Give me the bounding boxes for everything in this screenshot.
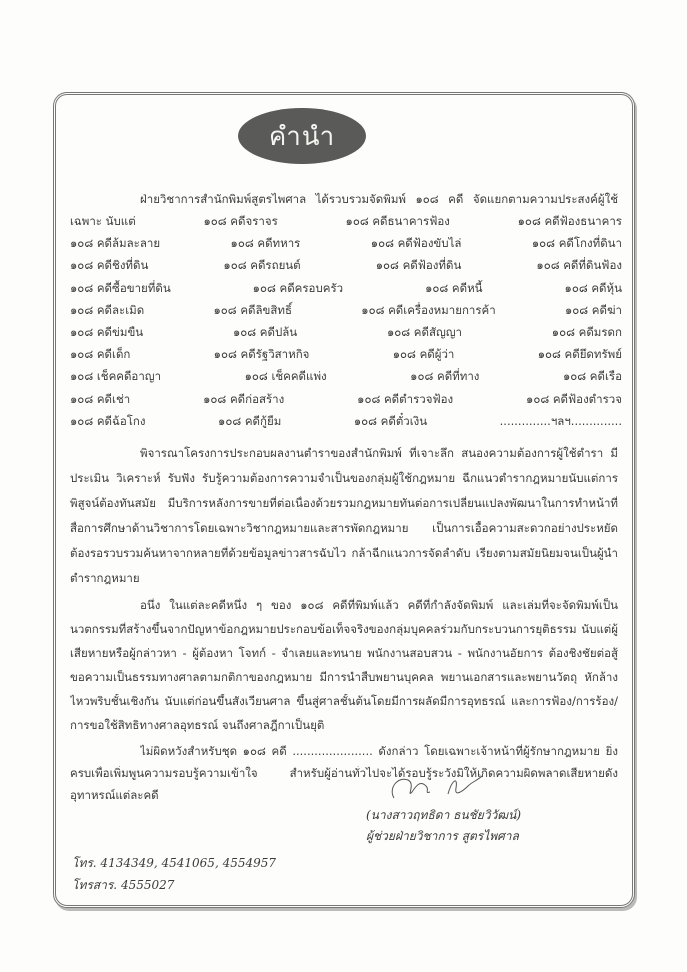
paragraph-line: พิสูจน์ต้องทันสมัย มีบริการหลังการขายที่ต่อเนื่องด้วยรวมกฎหมายทันต่อการเปลี่ยนแปลงพัฒนาในการทำหน้าที่ [70,496,618,510]
paragraph-line: ตำรากฎหมาย [70,571,140,585]
case-title: ๑๐๘ คดีฟ้องธนาคาร [517,214,622,228]
case-title: ๑๐๘ คดีรัฐวิสาหกิจ [213,347,310,362]
case-title: ๑๐๘ คดีทหาร [230,236,301,251]
paragraph-line: ประเมิน วิเคราะห์ รับฟัง รับรู้ความต้องการความจำเป็นของกลุ่มผู้ใช้กฎหมาย ฉีกแนวตำรากฎหมายนับแต่การ [70,471,618,485]
page-title: คำนำ [268,121,336,152]
case-title: ๑๐๘ คดียึดทรัพย์ [537,347,622,362]
intro-line: ฝ่ายวิชาการสำนักพิมพ์สูตรไพศาล ได้รวบรวมจัดพิมพ์ ๑๐๘ คดี จัดแยกตามความประสงค์ผู้ใช้ [140,192,618,206]
case-title: ๑๐๘ คดีปล้น [232,325,298,339]
case-title: ๑๐๘ คดีฟ้องที่ดิน [375,258,462,273]
case-title: ๑๐๘ คดีมรดก [551,325,622,339]
case-list-row [70,414,622,428]
case-title: ๑๐๘ คดีตั๋วเงิน [353,413,428,428]
paragraph-line: พิจารณาโครงการประกอบผลงานตำราของสำนักพิมพ์ ที่เจาะลึก สนองความต้องการผู้ใช้ตำรา มี [140,446,618,460]
case-title: ๑๐๘ คดีเครื่องหมายการค้า [361,302,496,317]
paragraph-line: สื่อการศึกษาด้านวิชาการโดยเฉพาะวิชากฎหมายและสารพัดกฎหมาย เป็นการเอื้อความสะดวกอย่างประหยัด [70,521,618,535]
case-list-row [70,236,622,250]
paragraph-line: อนึ่ง ในแต่ละคดีหนึ่ง ๆ ของ ๑๐๘ คดีที่พิมพ์แล้ว คดีที่กำลังจัดพิมพ์ และเล่มที่จะจัดพิมพ์เป็น [140,598,618,612]
signer-title: ผู้ช่วยฝ่ายวิชาการ สูตรไพศาล [366,829,519,843]
case-title: ๑๐๘ คดีโกงที่ดินา [531,236,622,251]
paragraph-line: การขอใช้สิทธิทางศาลอุทธรณ์ จนถึงศาลฎีกาเป็นยุติ [70,718,325,732]
case-title: ๑๐๘ คดีที่ทาง [410,369,480,384]
case-title: ๑๐๘ คดีหนี้ [425,280,483,295]
case-title: ๑๐๘ คดีซื้อขายที่ดิน [70,280,171,295]
case-title: ๑๐๘ คดีธนาคารฟ้อง [345,214,450,228]
paragraph-line: นวตกรรมที่สร้างขึ้นจากปัญหาข้อกฎหมายประกอบข้อเท็จจริงของกลุ่มบุคคลร่วมกับกระบวนการยุติธรรม นับแต่ผู้ [70,622,618,636]
case-list-row [70,325,622,339]
paragraph-line: ไหวพริบชั้นเชิงกัน นับแต่ก่อนขึ้นสังเวียนศาล ขึ้นสู่ศาลชั้นต้นโดยมีการผลัดมีการอุทธรณ์ และการฟ้อง/การร้อง/ [70,694,618,708]
case-title: ๑๐๘ คดีลิขสิทธิ์ [213,302,293,317]
case-list-row [70,303,622,317]
paragraph-line: ไม่ผิดหวังสำหรับชุด ๑๐๘ คดี ...................... ดังกล่าว โดยเฉพาะเจ้าหน้าที่ผู้รักษากฎหมาย ยิ่ง [140,744,618,758]
case-title: ๑๐๘ คดีชิงที่ดิน [70,258,149,273]
paragraph-line: ครบเพื่อเพิ่มพูนความรอบรู้ความเข้าใจ สำหรับผู้อ่านทั่วไปจะได้รอบรู้ระวังมิให้เกิดความผิดพลาดเสียหายดัง [70,766,618,780]
fax-number: โทรสาร. 4555027 [72,878,175,892]
case-title: ๑๐๘ คดีกู้ยืม [218,413,282,428]
case-title: ๑๐๘ คดีรถยนต์ [223,258,301,273]
paragraph-line: อุทาหรณ์แต่ละคดี [70,788,159,802]
case-list-row [70,258,622,272]
case-title: ๑๐๘ คดีละเมิด [70,302,145,317]
signer-name: (นางสาวฤทธิดา ธนชัยวิวัฒน์) [366,808,522,822]
case-list-row [70,369,622,383]
case-title: ๑๐๘ คดีครอบครัว [252,280,344,295]
title-oval [238,108,366,164]
case-title: ๑๐๘ คดีตำรวจฟ้อง [357,391,454,406]
phone-numbers: โทร. 4134349, 4541065, 4554957 [72,856,277,870]
case-title: ๑๐๘ คดีข่มขืน [70,325,144,339]
case-title: ๑๐๘ คดีเรือ [562,369,622,384]
case-title: ๑๐๘ คดีจราจร [203,214,278,228]
case-title: ๑๐๘ คดีสัญญา [386,325,463,339]
paragraph-line: ต้องรอรวบรวมค้นหาจากหลายที่ด้วยข้อมูลข่าวสารฉับไว กล้าฉีกแนวการจัดลำดับ เรียงตามสมัยนิยมจนเป็นผู้นำ [70,546,618,560]
case-title: ๑๐๘ เช็คคดีอาญา [70,369,162,384]
case-title: ๑๐๘ คดีเด็ก [70,347,131,362]
case-title: ๑๐๘ เช็คคดีแพ่ง [244,369,327,384]
case-title: เฉพาะ นับแต่ [70,214,136,228]
case-list-row [70,214,622,228]
case-title: ๑๐๘ คดีเช่า [70,391,131,406]
signature [386,770,496,804]
case-list-row [70,392,622,406]
case-title: ๑๐๘ คดีฟ้องขับไล่ [370,236,462,251]
case-title: ๑๐๘ คดีผู้ว่า [392,347,455,362]
case-title: ๑๐๘ คดีก่อสร้าง [203,391,285,406]
case-title: ๑๐๘ คดีฉ้อโกง [70,413,146,428]
case-title: ๑๐๘ คดีหุ้น [564,280,622,295]
case-list-row [70,347,622,361]
paragraph-line: ขอความเป็นธรรมทางศาลตามกติกาของกฎหมาย มีการนำสืบพยานบุคคล พยานเอกสารและพยานวัตถุ หักล้าง [70,670,618,684]
paragraph-line: เสียหายหรือผู้กล่าวหา - ผู้ต้องหา โจทก์ - จำเลยและทนาย พนักงานสอบสวน - พนักงานอัยการ ต้องชิงชัยต่อสู้ [70,646,618,660]
case-title: ๑๐๘ คดีฆ่า [564,302,622,317]
case-title: ๑๐๘ คดีฟ้องตำรวจ [526,391,622,406]
case-list-row [70,281,622,295]
case-title: ..............ฯลฯ.............. [499,413,622,428]
case-title: ๑๐๘ คดีล้มละลาย [70,236,161,251]
case-title: ๑๐๘ คดีที่ดินฟ้อง [536,258,622,273]
